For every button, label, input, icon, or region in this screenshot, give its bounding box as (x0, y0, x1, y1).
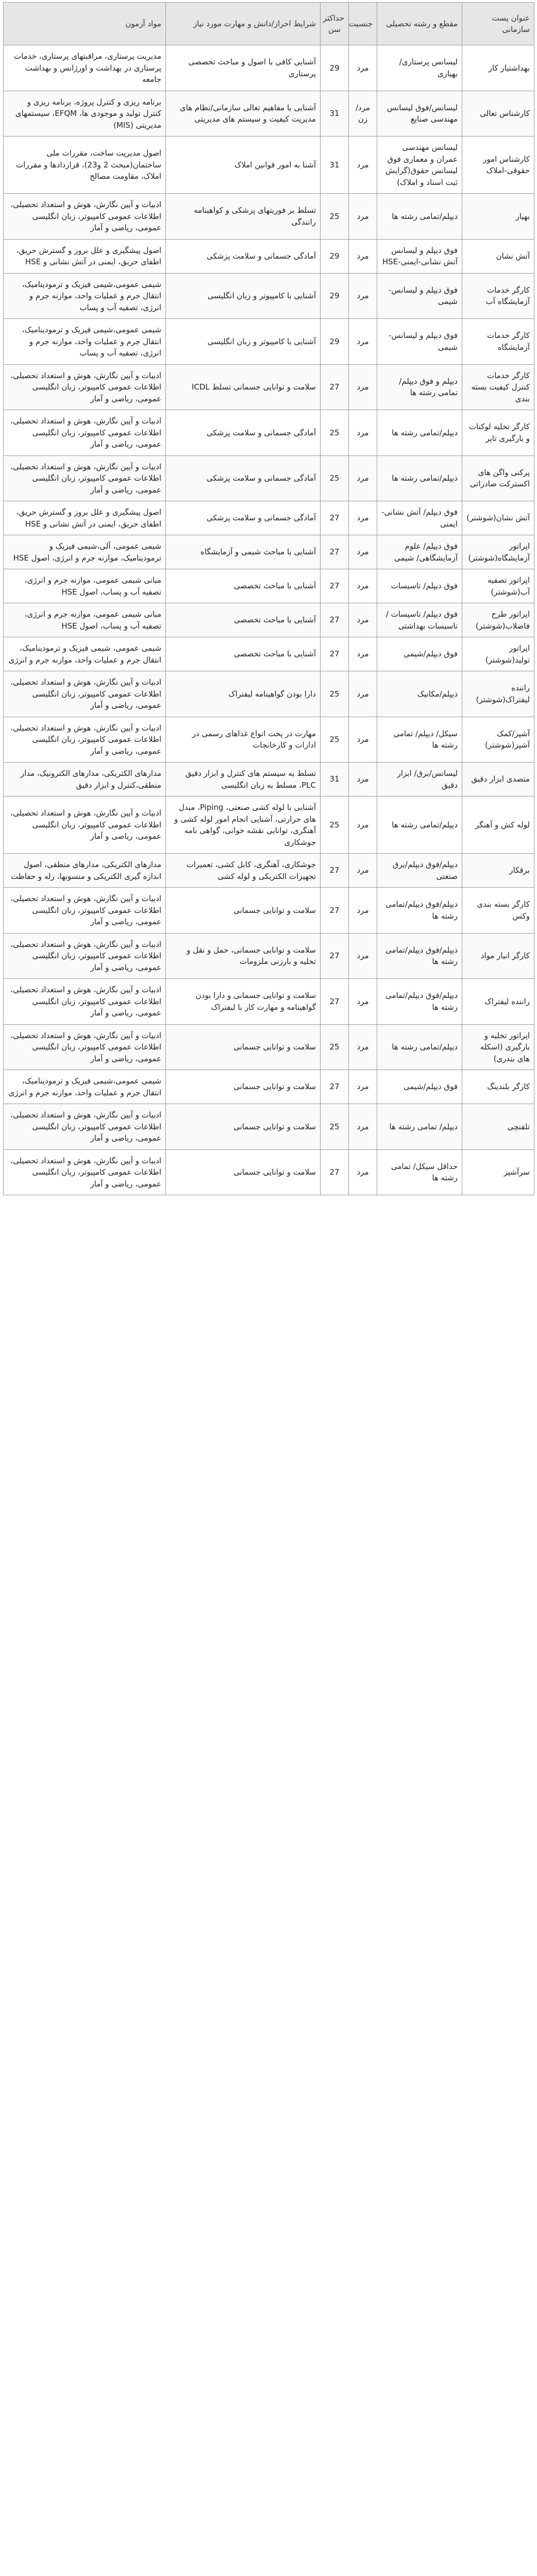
cell-max-age: 25 (321, 796, 349, 854)
cell-gender: مرد (349, 455, 377, 501)
cell-requirements: دارا بودن گواهینامه لیفتراک (166, 671, 321, 717)
table-row (4, 1149, 534, 1195)
table-row (4, 194, 534, 240)
cell-title: کارگر انبار مواد (462, 933, 534, 979)
cell-max-age: 27 (321, 933, 349, 979)
cell-max-age: 25 (321, 671, 349, 717)
header-requirements: شرایط احراز/دانش و مهارت مورد نیاز (166, 3, 321, 45)
cell-exam: شیمی عمومی،شیمی فیزیک و ترمودینامیک، انتقال جرم و عملیات واحد، موازنه جرم و انرژی (4, 1070, 166, 1104)
table-row (4, 637, 534, 671)
cell-gender: مرد (349, 854, 377, 888)
table-row (4, 273, 534, 319)
cell-exam: ادبیات و آیین نگارش، هوش و استعداد تحصیلی، اطلاعات عمومی کامپیوتر، زبان انگلیسی عمومی، ریاضی و آمار (4, 455, 166, 501)
cell-max-age: 27 (321, 979, 349, 1025)
cell-education: دیپلم/فوق دیپلم/تمامی رشته ها (377, 888, 462, 934)
cell-education: فوق دیپلم/شیمی (377, 1070, 462, 1104)
cell-max-age: 29 (321, 239, 349, 273)
table-row (4, 239, 534, 273)
table-row (4, 364, 534, 410)
header-max-age: حداکثر سن (321, 3, 349, 45)
cell-title: اپراتور تصفیه آب(شوشتر) (462, 569, 534, 603)
header-gender: جنسیت (349, 3, 377, 45)
cell-requirements: آشنایی با مفاهیم تعالی سازمانی/نظام های مدیریت کیفیت و سیستم های مدیریتی (166, 91, 321, 137)
cell-title: کارگر خدمات کنترل کیفیت بسته بندی (462, 364, 534, 410)
table-row (4, 979, 534, 1025)
cell-exam: مبانی شیمی عمومی، موازنه جرم و انرژی، تصفیه آب و پساب، اصول HSE (4, 603, 166, 637)
cell-requirements: سلامت و توانایی جسمانی (166, 1024, 321, 1070)
cell-title: آشپز/کمک آشپز(شوشتر) (462, 717, 534, 762)
cell-education: فوق دیپلم/ آتش نشانی-ایمنی (377, 501, 462, 535)
cell-max-age: 25 (321, 410, 349, 456)
cell-requirements: تسلط بر فوریتهای پزشکی و کواهینامه رانندگی (166, 194, 321, 240)
cell-education: دیپلم/فوق دیپلم/برق صنعتی (377, 854, 462, 888)
cell-gender: مرد (349, 1104, 377, 1150)
table-row (4, 888, 534, 934)
table-row (4, 91, 534, 137)
cell-title: لوله کش و آهنگر (462, 796, 534, 854)
cell-exam: ادبیات و آیین نگارش، هوش و استعداد تحصیلی، اطلاعات عمومی کامپیوتر، زبان انگلیسی عمومی، ریاضی و آمار (4, 1104, 166, 1150)
cell-title: برقکار (462, 854, 534, 888)
table-row (4, 569, 534, 603)
cell-exam: ادبیات و آیین نگارش، هوش و استعداد تحصیلی، اطلاعات عمومی کامپیوتر، زبان انگلیسی عمومی، ریاضی و آمار (4, 410, 166, 456)
header-exam: مواد آزمون (4, 3, 166, 45)
cell-gender: مرد (349, 273, 377, 319)
cell-exam: مدیریت پرستاری، مراقبتهای پرستاری، خدمات پرستاری در بهداشت و اورژانس و بهداشت جامعه (4, 45, 166, 91)
cell-gender: مرد (349, 671, 377, 717)
cell-exam: اصول مدیریت ساخت، مقررات ملی ساختمان(مبحث 2 و23)، قراردادها و مقررات املاک، مقاومت مصالح (4, 137, 166, 194)
cell-education: دیپلم/ تمامی رشته ها (377, 1104, 462, 1150)
cell-title: اپراتور طرح فاضلاب(شوشتر) (462, 603, 534, 637)
cell-gender: مرد (349, 1149, 377, 1195)
table-row (4, 933, 534, 979)
cell-exam: ادبیات و آیین نگارش، هوش و استعداد تحصیلی، اطلاعات عمومی کامپیوتر، زبان انگلیسی عمومی، ریاضی و آمار (4, 671, 166, 717)
cell-exam: ادبیات و آیین نگارش، هوش و استعداد تحصیلی، اطلاعات عمومی کامپیوتر، زبان انگلیسی عمومی، ریاضی و آمار (4, 888, 166, 934)
cell-gender: مرد/زن (349, 91, 377, 137)
cell-gender: مرد (349, 194, 377, 240)
cell-max-age: 27 (321, 637, 349, 671)
header-education: مقطع و رشته تحصیلی (377, 3, 462, 45)
header-title: عنوان پست سازمانی (462, 3, 534, 45)
cell-education: فوق دیپلم/ تاسیسات (377, 569, 462, 603)
cell-exam: اصول پیشگیری و علل بروز و گسترش حریق، اطفای حریق، ایمنی در آتش نشانی و HSE (4, 239, 166, 273)
cell-education: فوق دیپلم/ علوم آزمایشگاهی/ شیمی (377, 535, 462, 569)
cell-max-age: 27 (321, 888, 349, 934)
cell-title: متصدی ابزار دقیق (462, 762, 534, 796)
cell-requirements: آشنایی با مباحث شیمی و آزمایشگاه (166, 535, 321, 569)
cell-requirements: آمادگی جسمانی و سلامت پزشکی (166, 239, 321, 273)
cell-title: کارگر بلندینگ (462, 1070, 534, 1104)
cell-requirements: مهارت در پخت انواع غذاهای رسمی در ادارات و کارخانجات (166, 717, 321, 762)
cell-max-age: 25 (321, 1024, 349, 1070)
cell-education: دیپلم/تمامی رشته ها (377, 194, 462, 240)
cell-gender: مرد (349, 796, 377, 854)
cell-exam: ادبیات و آیین نگارش، هوش و استعداد تحصیلی، اطلاعات عمومی کامپیوتر، زبان انگلیسی عمومی، ریاضی و آمار (4, 717, 166, 762)
cell-max-age: 29 (321, 45, 349, 91)
cell-requirements: آمادگی جسمانی و سلامت پزشکی (166, 410, 321, 456)
job-table (3, 2, 534, 1195)
cell-exam: برنامه ریزی و کنترل پروژه، برنامه ریزی و کنترل تولید و موجودی ها، EFQM، سیستمهای مدیریتی (MIS) (4, 91, 166, 137)
cell-education: لیسانس مهندسی عمران و معماری فوق لیسانس حقوق(گرایش ثبت اسناد و املاک) (377, 137, 462, 194)
header-row (4, 3, 534, 45)
cell-max-age: 27 (321, 501, 349, 535)
cell-requirements: سلامت و توانایی جسمانی (166, 888, 321, 934)
cell-max-age: 27 (321, 1149, 349, 1195)
cell-exam: مدارهای الکتریکی، مدارهای الکترونیک، مدار منطقی،کنترل و ابزار دقیق (4, 762, 166, 796)
cell-gender: مرد (349, 603, 377, 637)
cell-max-age: 25 (321, 717, 349, 762)
cell-exam: ادبیات و آیین نگارش، هوش و استعداد تحصیلی، اطلاعات عمومی کامپیوتر، زبان انگلیسی عمومی، ریاضی و آمار (4, 1024, 166, 1070)
cell-title: کارگر خدمات آزمایشگاه آب (462, 273, 534, 319)
cell-exam: مدارهای الکتریکی، مدارهای منطقی، اصول اندازه گیری الکتریکی و منسوبها، رله و حفاظت (4, 854, 166, 888)
cell-requirements: آشنایی با کامپیوتر و زبان انگلیسی (166, 319, 321, 365)
cell-education: دیپلم و فوق دیپلم/تمامی رشته ها (377, 364, 462, 410)
cell-requirements: سلامت و توانایی جسمانی، حمل و نقل و تخلیه و بارزنی ملزومات (166, 933, 321, 979)
cell-exam: شیمی عمومی،شیمی فیزیک و ترمودینامیک، انتقال جرم و عملیات واحد، موازنه جرم و انرژی، تصفیه آب و پساب (4, 273, 166, 319)
cell-education: دیپلم/فوق دیپلم/تمامی رشته ها (377, 933, 462, 979)
table-row (4, 319, 534, 365)
table-row (4, 535, 534, 569)
cell-gender: مرد (349, 319, 377, 365)
cell-exam: ادبیات و آیین نگارش، هوش و استعداد تحصیلی، اطلاعات عمومی کامپیوتر، زبان انگلیسی عمومی، ریاضی و آمار (4, 933, 166, 979)
cell-gender: مرد (349, 762, 377, 796)
cell-title: کارگر تخلیه لوکنات و بارگیری تایر (462, 410, 534, 456)
cell-title: راننده لیفتراک (462, 979, 534, 1025)
cell-title: آتش نشان(شوشتر) (462, 501, 534, 535)
cell-max-age: 25 (321, 1104, 349, 1150)
cell-max-age: 29 (321, 273, 349, 319)
cell-max-age: 31 (321, 137, 349, 194)
cell-title: پرکنی واگن های اکسترکت صادراتی (462, 455, 534, 501)
table-row (4, 410, 534, 456)
cell-education: لیسانس/فوق لیسانس مهندسی صنایع (377, 91, 462, 137)
table-row (4, 603, 534, 637)
cell-gender: مرد (349, 717, 377, 762)
table-row (4, 717, 534, 762)
cell-exam: ادبیات و آیین نگارش، هوش و استعداد تحصیلی، اطلاعات عمومی کامپیوتر، زبان انگلیسی عمومی، ریاضی و آمار (4, 364, 166, 410)
cell-requirements: آشنایی کافی با اصول و مباحث تخصصی پرستاری (166, 45, 321, 91)
cell-gender: مرد (349, 45, 377, 91)
cell-education: فوق دیپلم/شیمی (377, 637, 462, 671)
cell-exam: اصول پیشگیری و علل بروز و گسترش حریق، اطفای حریق، ایمنی در آتش نشانی و HSE (4, 501, 166, 535)
cell-gender: مرد (349, 1024, 377, 1070)
cell-max-age: 27 (321, 1070, 349, 1104)
cell-gender: مرد (349, 137, 377, 194)
cell-requirements: آشنا به امور قوانین املاک (166, 137, 321, 194)
table-row (4, 1104, 534, 1150)
cell-title: کارشناس تعالی (462, 91, 534, 137)
cell-gender: مرد (349, 569, 377, 603)
cell-title: اپراتور آزمایشگاه(شوشتر) (462, 535, 534, 569)
cell-exam: ادبیات و آیین نگارش، هوش و استعداد تحصیلی، اطلاعات عمومی کامپیوتر، زبان انگلیسی عمومی، ریاضی و آمار (4, 979, 166, 1025)
cell-requirements: سلامت و توانایی جسمانی تسلط ICDL (166, 364, 321, 410)
table-row (4, 45, 534, 91)
cell-title: سرآشپز (462, 1149, 534, 1195)
cell-education: سیکل/ دیپلم/ تمامی رشته ها (377, 717, 462, 762)
cell-exam: شیمی عمومی، شیمی فیزیک و ترمودینامیک، انتقال جرم و عملیات واحد، موازنه جرم و انرژی (4, 637, 166, 671)
cell-education: دیپلم/تمامی رشته ها (377, 1024, 462, 1070)
cell-title: کارشناس امور حقوقی-املاک (462, 137, 534, 194)
table-row (4, 137, 534, 194)
cell-requirements: سلامت و توانایی جسمانی (166, 1070, 321, 1104)
cell-title: بهداشتیار کار (462, 45, 534, 91)
cell-education: دیپلم/تمامی رشته ها (377, 796, 462, 854)
cell-title: اپراتور تولید(شوشتر) (462, 637, 534, 671)
cell-exam: شیمی عمومی، آلی،شیمی فیزیک و ترمودینامیک، موازنه جرم و انرژی، اصول HSE (4, 535, 166, 569)
cell-gender: مرد (349, 888, 377, 934)
table-row (4, 762, 534, 796)
cell-max-age: 29 (321, 319, 349, 365)
cell-title: بهیار (462, 194, 534, 240)
table-row (4, 854, 534, 888)
cell-exam: شیمی عمومی،شیمی فیزیک و ترمودینامیک، انتقال جرم و عملیات واحد، موازنه جرم و انرژی، تصفیه آب و پساب (4, 319, 166, 365)
cell-max-age: 25 (321, 455, 349, 501)
table-row (4, 1070, 534, 1104)
cell-max-age: 27 (321, 569, 349, 603)
table-row (4, 501, 534, 535)
cell-education: فوق دیپلم و لیسانس-شیمی (377, 319, 462, 365)
cell-education: دیپلم/تمامی رشته ها (377, 455, 462, 501)
cell-title: کارگر خدمات آزمایشگاه (462, 319, 534, 365)
cell-gender: مرد (349, 535, 377, 569)
cell-requirements: آمادگی جسمانی و سلامت پزشکی (166, 501, 321, 535)
cell-title: اپراتور تخلیه و بارگیری (اسکله های بندری) (462, 1024, 534, 1070)
cell-requirements: آشنایی با کامپیوتر و زبان انگلیسی (166, 273, 321, 319)
cell-education: حداقل سیکل/ تمامی رشته ها (377, 1149, 462, 1195)
cell-requirements: سلامت و توانایی جسمانی و دارا بودن گواهینامه و مهارت کار با لیفتراک (166, 979, 321, 1025)
cell-title: کارگر بسته بندی وکس (462, 888, 534, 934)
cell-education: دیپلم/تمامی رشته ها (377, 410, 462, 456)
cell-education: فوق دیپلم/ تاسیسات /تاسیسات بهداشتی (377, 603, 462, 637)
cell-gender: مرد (349, 501, 377, 535)
cell-gender: مرد (349, 933, 377, 979)
cell-title: آتش نشان (462, 239, 534, 273)
cell-requirements: سلامت و توانایی جسمانی (166, 1104, 321, 1150)
page (0, 0, 537, 1198)
cell-education: فوق دیپلم و لیسانس آتش نشانی-ایمنی-HSE (377, 239, 462, 273)
cell-title: راننده لیفتراک(شوشتر) (462, 671, 534, 717)
cell-education: لیسانس/برق/ ابزار دقیق (377, 762, 462, 796)
cell-max-age: 25 (321, 194, 349, 240)
cell-requirements: آشنایی با مباحث تخصصی (166, 569, 321, 603)
cell-max-age: 27 (321, 854, 349, 888)
cell-education: دیپلم/فوق دیپلم/تمامی رشته ها (377, 979, 462, 1025)
cell-max-age: 27 (321, 364, 349, 410)
cell-requirements: سلامت و توانایی جسمانی (166, 1149, 321, 1195)
table-row (4, 1024, 534, 1070)
cell-gender: مرد (349, 364, 377, 410)
table-row (4, 671, 534, 717)
cell-education: لیسانس پرستاری/بهیاری (377, 45, 462, 91)
cell-requirements: جوشکاری، آهنگری، کابل کشی، تعمیرات تجهیزات الکتریکی و لوله کشی (166, 854, 321, 888)
cell-exam: ادبیات و آیین نگارش، هوش و استعداد تحصیلی، اطلاعات عمومی کامپیوتر، زبان انگلیسی عمومی، ریاضی و آمار (4, 796, 166, 854)
cell-exam: ادبیات و آیین نگارش، هوش و استعداد تحصیلی، اطلاعات عمومی کامپیوتر، زبان انگلیسی عمومی، ریاضی و آمار (4, 194, 166, 240)
cell-gender: مرد (349, 1070, 377, 1104)
cell-max-age: 31 (321, 91, 349, 137)
cell-exam: ادبیات و آیین نگارش، هوش و استعداد تحصیلی، اطلاعات عمومی کامپیوتر، زبان انگلیسی عمومی، ریاضی و آمار (4, 1149, 166, 1195)
cell-gender: مرد (349, 410, 377, 456)
table-row (4, 455, 534, 501)
table-header (4, 3, 534, 45)
cell-gender: مرد (349, 239, 377, 273)
table-row (4, 796, 534, 854)
cell-max-age: 27 (321, 603, 349, 637)
cell-requirements: آشنایی با مباحث تخصصی (166, 603, 321, 637)
cell-exam: مبانی شیمی عمومی، موازنه جرم و انرژی، تصفیه آب و پساب، اصول HSE (4, 569, 166, 603)
cell-max-age: 27 (321, 535, 349, 569)
cell-requirements: تسلط به سیستم های کنترل و ابزار دقیق PLC، مسلط به زبان انگلیسی (166, 762, 321, 796)
cell-gender: مرد (349, 979, 377, 1025)
cell-education: دیپلم/مکانیک (377, 671, 462, 717)
table-body (4, 45, 534, 1195)
cell-title: تلفنچی (462, 1104, 534, 1150)
cell-requirements: آشنایی با لوله کشی صنعتی، Piping، مبدل های حرارتی، آشنایی انجام امور لوله کشی و آهنگری، توانایی نقشه خوانی، گواهی نامه جوشکاری (166, 796, 321, 854)
cell-education: فوق دیپلم و لیسانس-شیمی (377, 273, 462, 319)
cell-gender: مرد (349, 637, 377, 671)
cell-max-age: 31 (321, 762, 349, 796)
cell-requirements: آمادگی جسمانی و سلامت پزشکی (166, 455, 321, 501)
cell-requirements: آشنایی با مباحث تخصصی (166, 637, 321, 671)
